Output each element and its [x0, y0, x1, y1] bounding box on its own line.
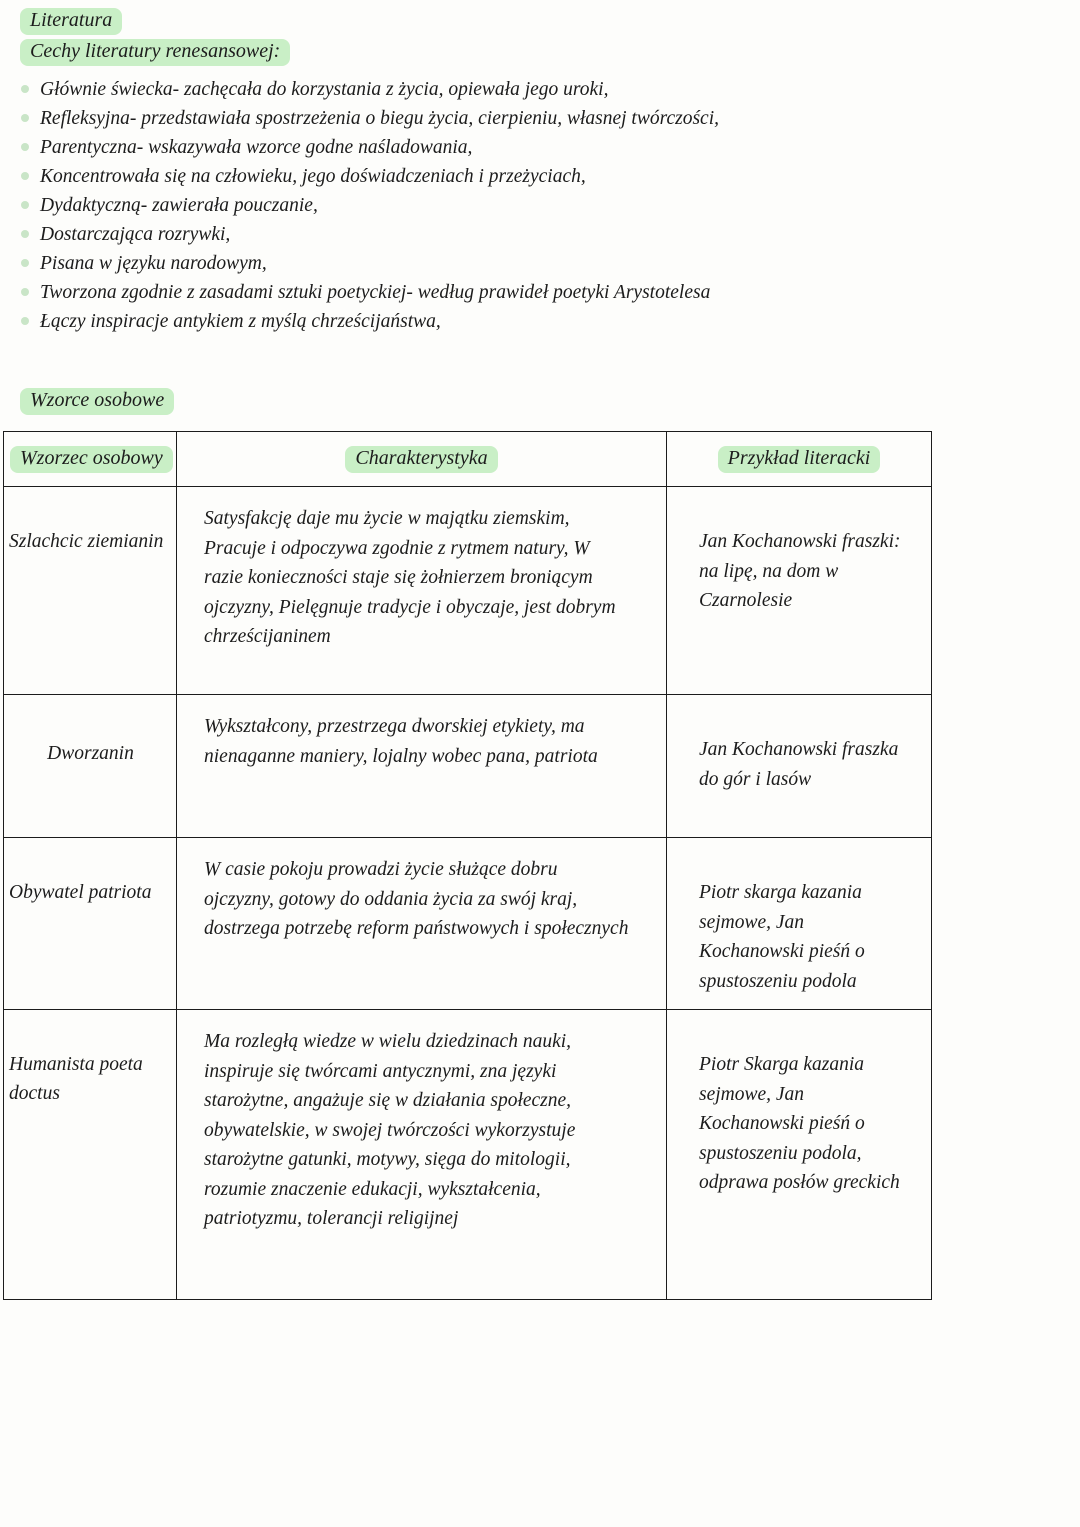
section-heading: Wzorce osobowe: [20, 388, 174, 415]
page-title: Literatura: [20, 8, 122, 35]
cell-example: Piotr Skarga kazania sejmowe, Jan Kochanowski pieśń o spustoszeniu podola, odprawa posłów greckich: [667, 1010, 932, 1300]
feature-item: Parentyczna- wskazywała wzorce godne naśladowania,: [40, 133, 1080, 162]
cell-model: Humanista poeta doctus: [4, 1010, 177, 1300]
feature-item: Refleksyjna- przedstawiała spostrzeżenia o biegu życia, cierpieniu, własnej twórczości,: [40, 104, 1080, 133]
feature-item: Głównie świecka- zachęcała do korzystania z życia, opiewała jego uroki,: [40, 75, 1080, 104]
title-line: [0, 0, 1080, 35]
feature-item: Pisana w języku narodowym,: [40, 249, 1080, 278]
cell-characteristics: Wykształcony, przestrzega dworskiej etykiety, ma nienaganne maniery, lojalny wobec pana, patriota: [177, 695, 667, 838]
cell-characteristics: W casie pokoju prowadzi życie służące dobru ojczyzny, gotowy do oddania życia za swój kraj, dostrzega potrzebę reform państwowych i społecznych: [177, 838, 667, 1010]
table-row: [4, 487, 932, 695]
cell-model: Dworzanin: [4, 695, 177, 838]
feature-item: Koncentrowała się na człowieku, jego doświadczeniach i przeżyciach,: [40, 162, 1080, 191]
cell-characteristics: Satysfakcję daje mu życie w majątku ziemskim, Pracuje i odpoczywa zgodnie z rytmem natury, W razie konieczności staje się żołnierzem broniącym ojczyzny, Pielęgnuje tradycje i obyczaje, jest dobrym chrześcijaninem: [177, 487, 667, 695]
column-header-characteristics: [177, 432, 667, 487]
table-row: [4, 695, 932, 838]
column-header-example-label: Przykład literacki: [718, 446, 881, 473]
personal-models-table: [3, 431, 932, 1300]
column-header-model: [4, 432, 177, 487]
feature-item: Dydaktyczną- zawierała pouczanie,: [40, 191, 1080, 220]
feature-item: Tworzona zgodnie z zasadami sztuki poetyckiej- według prawideł poetyki Arystotelesa: [40, 278, 1080, 307]
table-header-row: [4, 432, 932, 487]
column-header-model-label: Wzorzec osobowy: [10, 446, 173, 473]
feature-item: Łączy inspiracje antykiem z myślą chrześcijaństwa,: [40, 307, 1080, 336]
cell-example: Piotr skarga kazania sejmowe, Jan Kochanowski pieśń o spustoszeniu podola: [667, 838, 932, 1010]
cell-characteristics: Ma rozległą wiedze w wielu dziedzinach nauki, inspiruje się twórcami antycznymi, zna języki starożytne, angażuje się w działania społeczne, obywatelskie, w swojej twórczości wykorzystuje starożytne gatunki, motywy, sięga do mitologii, rozumie znaczenie edukacji, wykształcenia, patriotyzmu, tolerancji religijnej: [177, 1010, 667, 1300]
subtitle-line: [0, 35, 1080, 66]
cell-example: Jan Kochanowski fraszki: na lipę, na dom w Czarnolesie: [667, 487, 932, 695]
column-header-characteristics-label: Charakterystyka: [345, 446, 497, 473]
section-line: [20, 388, 1080, 415]
table-row: [4, 1010, 932, 1300]
column-header-example: [667, 432, 932, 487]
cell-example: Jan Kochanowski fraszka do gór i lasów: [667, 695, 932, 838]
feature-item: Dostarczająca rozrywki,: [40, 220, 1080, 249]
cell-model: Szlachcic ziemianin: [4, 487, 177, 695]
cell-model: Obywatel patriota: [4, 838, 177, 1010]
features-heading: Cechy literatury renesansowej:: [20, 39, 290, 66]
features-list: [0, 75, 1080, 336]
table-row: [4, 838, 932, 1010]
